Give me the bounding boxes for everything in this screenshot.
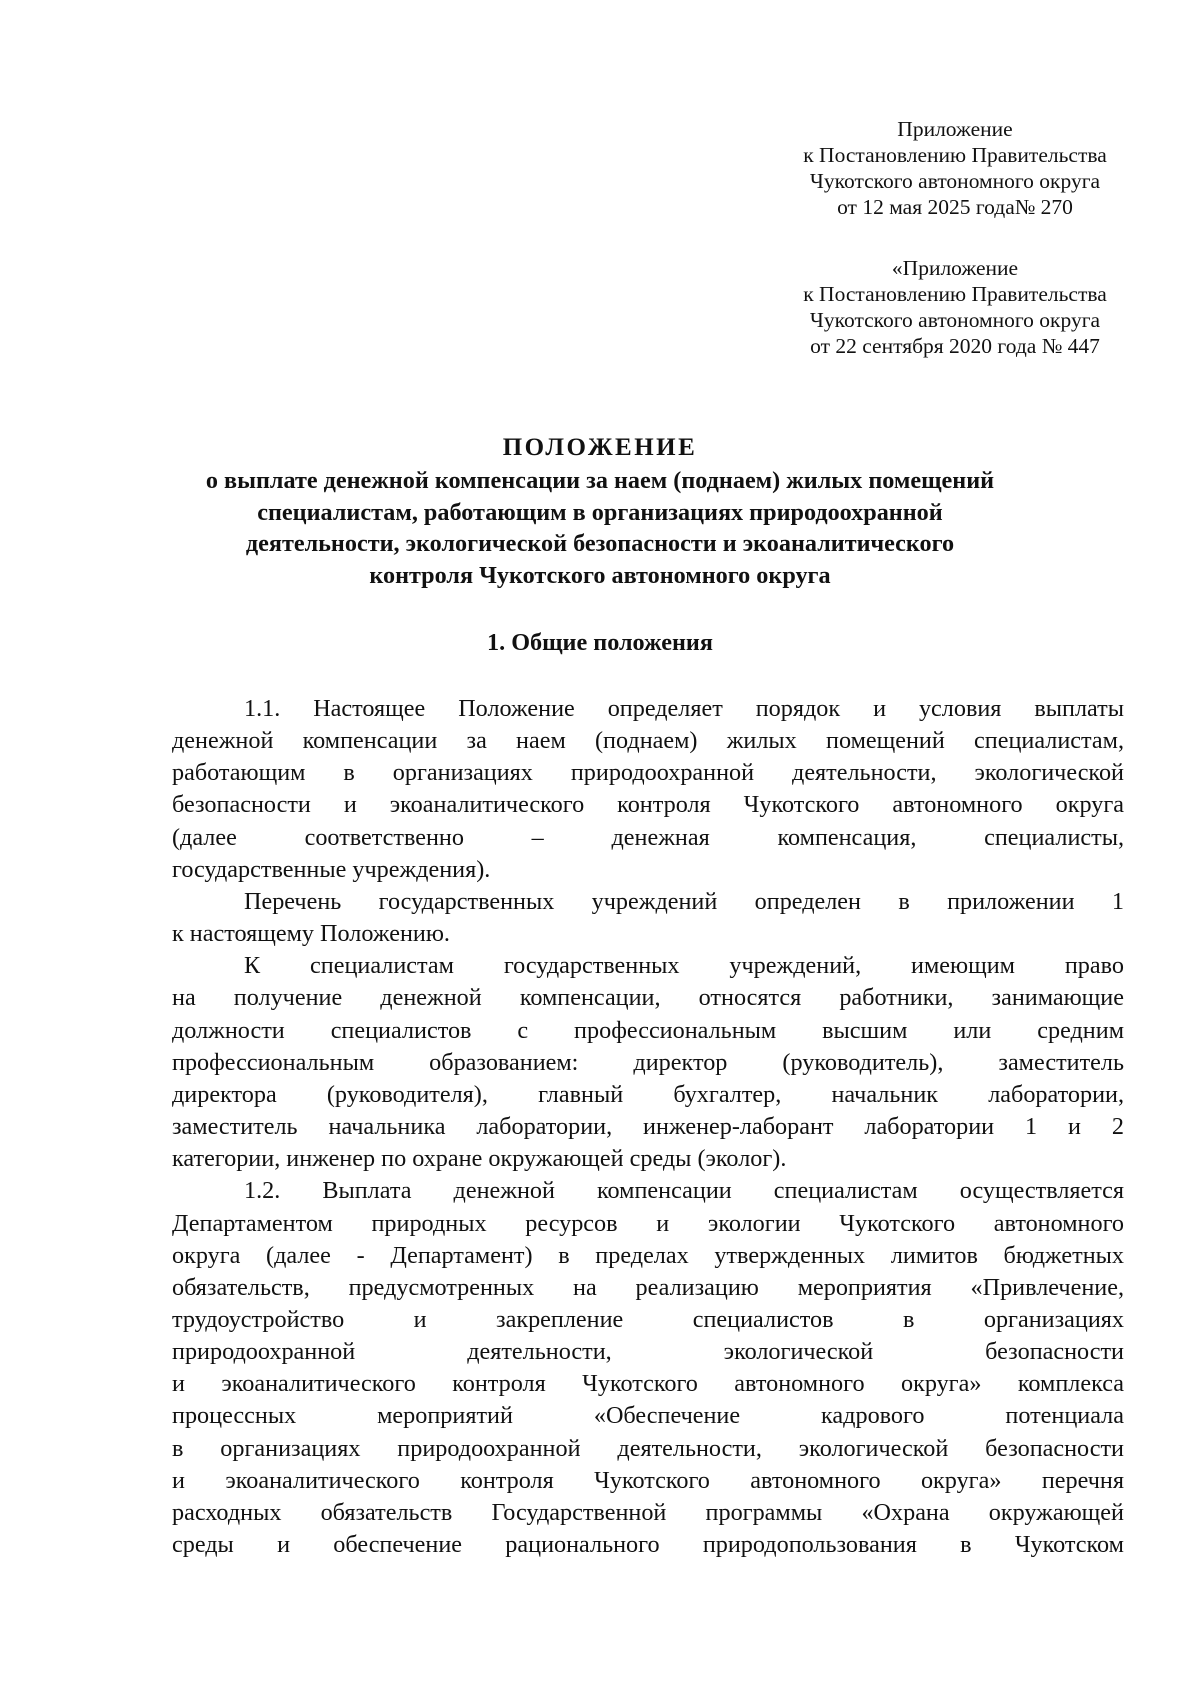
- appendix-line: Чукотского автономного округа: [809, 169, 1101, 193]
- text-line: среды и обеспечение рационального природопользования в Чукотском: [172, 1531, 1124, 1559]
- text-line: денежной компенсации за наем (поднаем) жилых помещений специалистам,: [172, 727, 1124, 755]
- text-line: К специалистам государственных учреждений, имеющим право: [244, 952, 1124, 980]
- text-line: и экоаналитического контроля Чукотского автономного округа» перечня: [172, 1466, 1124, 1494]
- text-line: профессиональным образованием: директор (руководитель), заместитель: [172, 1048, 1124, 1076]
- document-title: [140, 431, 1060, 591]
- text-line: директора (руководителя), главный бухгалтер, начальник лаборатории,: [172, 1080, 1124, 1108]
- text-line: и экоаналитического контроля Чукотского автономного округа» комплекса: [172, 1370, 1124, 1398]
- text-line: расходных обязательств Государственной программы «Охрана окружающей: [172, 1498, 1124, 1526]
- text-line: 1.2. Выплата денежной компенсации специалистам осуществляется: [244, 1177, 1124, 1205]
- text-line: трудоустройство и закрепление специалистов в организациях: [172, 1305, 1124, 1333]
- appendix-reference-2020: [755, 255, 1155, 359]
- text-line: (далее соответственно – денежная компенсация, специалисты,: [172, 823, 1124, 851]
- text-line: на получение денежной компенсации, относятся работники, занимающие: [172, 984, 1124, 1012]
- appendix-reference-2025: [755, 116, 1155, 220]
- text-line: к настоящему Положению.: [172, 920, 450, 948]
- text-line: Департаментом природных ресурсов и экологии Чукотского автономного: [172, 1209, 1124, 1237]
- text-line: работающим в организациях природоохранной деятельности, экологической: [172, 759, 1124, 787]
- title-line: деятельности, экологической безопасности и экоаналитического: [245, 530, 955, 557]
- appendix-line: к Постановлению Правительства: [803, 282, 1107, 306]
- text-line: заместитель начальника лаборатории, инженер-лаборант лаборатории 1 и 2: [172, 1113, 1124, 1141]
- appendix-line: от 22 сентября 2020 года № 447: [810, 334, 1100, 358]
- appendix-line: «Приложение: [891, 256, 1019, 280]
- text-line: безопасности и экоаналитического контроля Чукотского автономного округа: [172, 791, 1124, 819]
- appendix-line: к Постановлению Правительства: [803, 143, 1107, 167]
- appendix-line: Чукотского автономного округа: [809, 308, 1101, 332]
- section-body: [172, 693, 1124, 1561]
- title-line: контроля Чукотского автономного округа: [369, 561, 831, 589]
- title-line: о выплате денежной компенсации за наем (поднаем) жилых помещений: [205, 467, 995, 494]
- text-line: должности специалистов с профессиональным высшим или средним: [172, 1016, 1124, 1044]
- text-line: округа (далее - Департамент) в пределах утвержденных лимитов бюджетных: [172, 1241, 1124, 1269]
- text-line: природоохранной деятельности, экологической безопасности: [172, 1338, 1124, 1366]
- title-line: специалистам, работающим в организациях природоохранной: [257, 498, 943, 526]
- text-line: процессных мероприятий «Обеспечение кадрового потенциала: [172, 1402, 1124, 1430]
- section-heading: 1. Общие положения: [487, 629, 713, 656]
- text-line: категории, инженер по охране окружающей среды (эколог).: [172, 1145, 787, 1173]
- text-line: государственные учреждения).: [172, 855, 491, 883]
- text-line: 1.1. Настоящее Положение определяет порядок и условия выплаты: [244, 695, 1124, 722]
- appendix-line: Приложение: [897, 117, 1013, 141]
- title-main: ПОЛОЖЕНИЕ: [502, 434, 698, 461]
- appendix-line: от 12 мая 2025 года№ 270: [837, 195, 1073, 219]
- text-line: обязательств, предусмотренных на реализацию мероприятия «Привлечение,: [172, 1273, 1124, 1301]
- text-line: в организациях природоохранной деятельности, экологической безопасности: [172, 1434, 1124, 1462]
- text-line: Перечень государственных учреждений определен в приложении 1: [244, 887, 1124, 915]
